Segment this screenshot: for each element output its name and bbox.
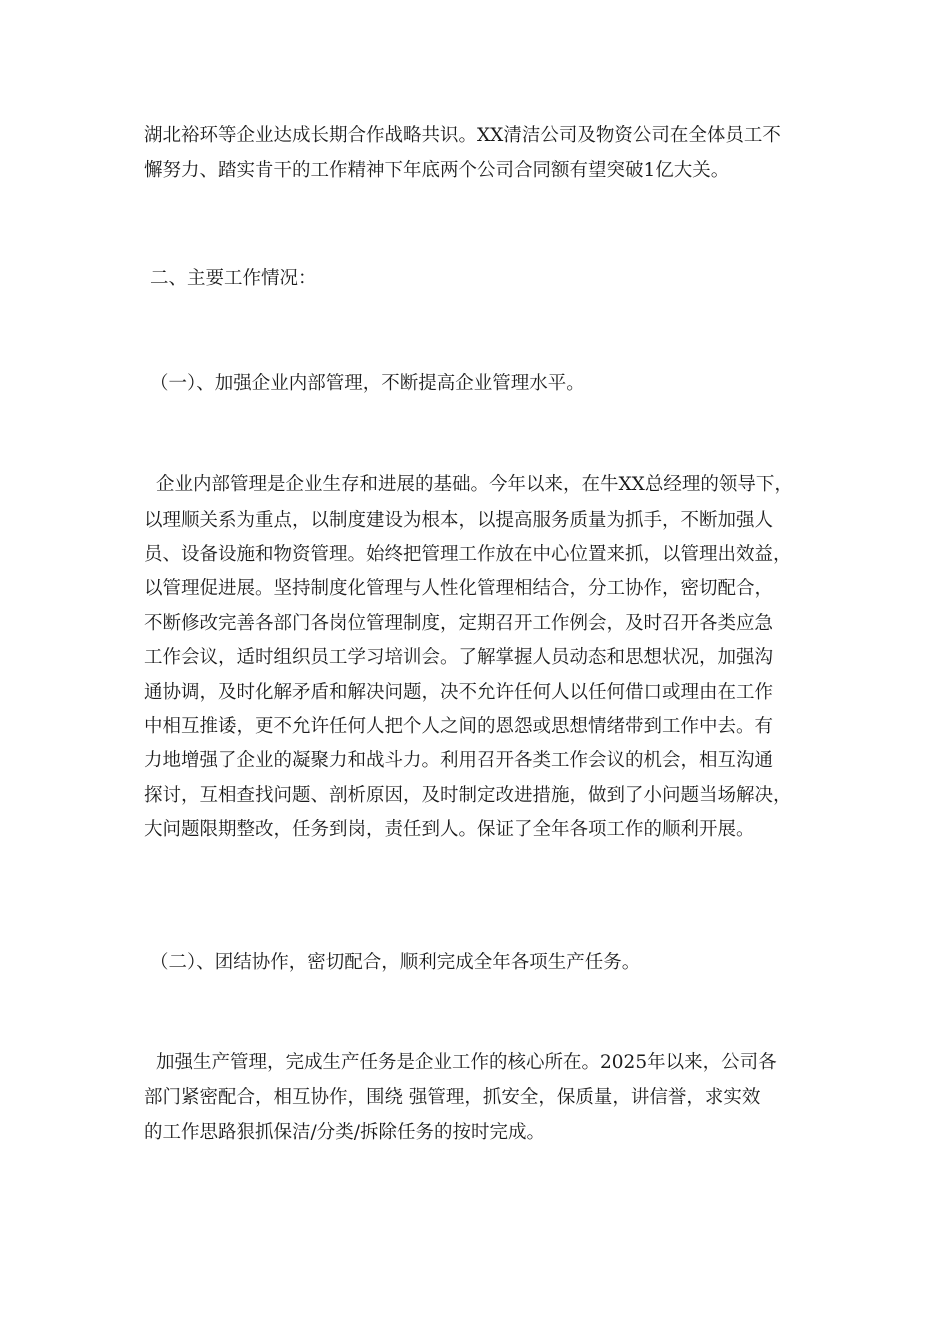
- intro-line-1: 湖北裕环等企业达成长期合作战略共识。XX清洁公司及物资公司在全体员工不: [144, 125, 781, 146]
- subsection-2-line-1: 加强生产管理，完成生产任务是企业工作的核心所在。2025年以来，公司各: [156, 1052, 777, 1073]
- subsection-1-line-1: 企业内部管理是企业生存和进展的基础。今年以来，在牛XX总经理的领导下，: [156, 474, 793, 495]
- subsection-1-heading: （一）、加强企业内部管理，不断提高企业管理水平。: [150, 373, 585, 394]
- subsection-1-line-4: 以管理促进展。坚持制度化管理与人性化管理相结合，分工协作，密切配合，: [144, 578, 774, 599]
- subsection-1-line-8: 中相互推诿，更不允许任何人把个人之间的恩怨或思想情绪带到工作中去。有: [144, 716, 774, 737]
- subsection-1-line-11: 大问题限期整改，任务到岗，责任到人。保证了全年各项工作的顺利开展。: [144, 819, 755, 840]
- section-heading: 二、主要工作情况：: [150, 268, 317, 289]
- intro-line-2: 懈努力、踏实肯干的工作精神下年底两个公司合同额有望突破1亿大关。: [144, 160, 730, 181]
- subsection-2-heading: （二）、团结协作，密切配合，顺利完成全年各项生产任务。: [150, 952, 641, 973]
- subsection-2-line-3: 的工作思路狠抓保洁/分类/拆除任务的按时完成。: [144, 1122, 545, 1143]
- subsection-1-line-2: 以理顺关系为重点，以制度建设为根本，以提高服务质量为抓手，不断加强人: [144, 510, 774, 531]
- subsection-1-line-10: 探讨，互相查找问题、剖析原因，及时制定改进措施，做到了小问题当场解决，: [144, 785, 792, 806]
- subsection-1-line-3: 员、设备设施和物资管理。始终把管理工作放在中心位置来抓，以管理出效益，: [144, 544, 792, 565]
- subsection-1-line-6: 工作会议，适时组织员工学习培训会。了解掌握人员动态和思想状况，加强沟: [144, 647, 774, 668]
- subsection-1-line-5: 不断修改完善各部门各岗位管理制度，定期召开工作例会，及时召开各类应急: [144, 613, 774, 634]
- subsection-1-line-9: 力地增强了企业的凝聚力和战斗力。利用召开各类工作会议的机会，相互沟通: [144, 750, 774, 771]
- subsection-2-line-2: 部门紧密配合，相互协作，围绕 强管理，抓安全，保质量，讲信誉，求实效: [144, 1087, 761, 1108]
- subsection-1-line-7: 通协调，及时化解矛盾和解决问题，决不允许任何人以任何借口或理由在工作: [144, 682, 774, 703]
